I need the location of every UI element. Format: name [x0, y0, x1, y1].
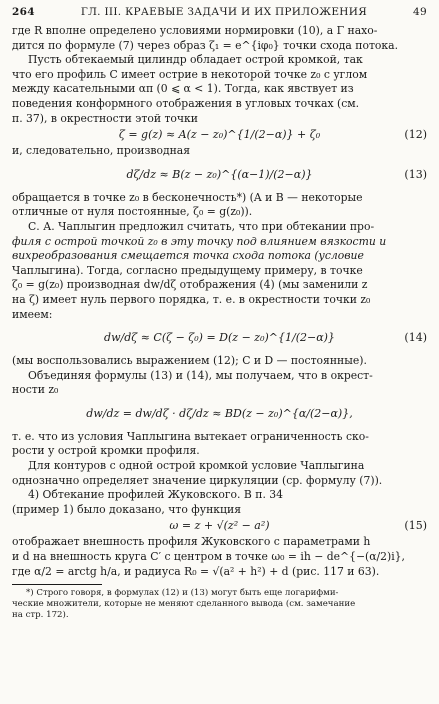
text-line: где R вполне определено условиями нормировки (10), а Γ нахо-	[12, 24, 378, 37]
text-line: дится по формуле (7) через образ ζ₁ = e^{iφ₀} точки схода потока.	[12, 38, 399, 52]
footnote-line: ческие множители, которые не меняют сделанного вывода (см. замечание	[12, 599, 356, 610]
text-line: отображает внешность профиля Жуковского с параметрами h	[12, 535, 371, 549]
equation-body: dw/dz = dw/dζ · dζ/dz ≈ BD(z − z₀)^{α/(2−α)},	[86, 406, 353, 420]
equation-12	[12, 128, 427, 142]
text-line: имеем:	[12, 307, 53, 321]
text-line: рости у острой кромки профиля.	[12, 444, 200, 458]
running-header	[12, 6, 427, 24]
text-line: отличные от нуля постоянные, ζ₀ = g(z₀)).	[12, 205, 253, 219]
text-line: Для контуров с одной острой кромкой условие Чаплыгина	[28, 459, 365, 473]
text-line: п. 37), в окрестности этой точки	[12, 111, 199, 125]
text-line: т. е. что из условия Чаплыгина вытекает ограниченность ско-	[12, 429, 369, 443]
text-line: ζ₀ = g(z₀) производная dw/dζ отображения (4) (мы заменили z	[12, 278, 368, 292]
text-line: С. А. Чаплыгин предложил считать, что при обтекании про-	[28, 219, 375, 233]
text-line: Пусть обтекаемый цилиндр обладает острой кромкой, так	[28, 53, 363, 67]
equation-combined	[12, 400, 427, 428]
text-line: поведения конформного отображения в угловых точках (см.	[12, 96, 360, 110]
text-line: ности z₀	[12, 383, 59, 397]
equation-number: (15)	[404, 519, 427, 533]
equation-body: dζ/dz ≈ B(z − z₀)^{(α−1)/(2−α)}	[126, 167, 313, 181]
running-title: ГЛ. III. КРАЕВЫЕ ЗАДАЧИ И ИХ ПРИЛОЖЕНИЯ	[80, 6, 367, 18]
text-line: однозначно определяет значение циркуляции (ср. формулу (7)).	[12, 473, 383, 487]
equation-number: (14)	[404, 331, 427, 345]
text-line: что его профиль C имеет острие в некоторой точке z₀ с углом	[12, 67, 368, 81]
footnote-line: *) Строго говоря, в формулах (12) и (13) могут быть еще логарифми-	[26, 588, 339, 599]
text-line: между касательными απ (0 ⩽ α < 1). Тогда, как явствует из	[12, 82, 354, 96]
equation-body: ζ = g(z) ≈ A(z − z₀)^{1/(2−α)} + ζ₀	[118, 128, 321, 142]
text-line: (мы воспользовались выражением (12); C и D — постоянные).	[12, 354, 367, 368]
text-line: и, следовательно, производная	[12, 144, 191, 158]
equation-13	[12, 161, 427, 189]
equation-body: dw/dζ ≈ C(ζ − ζ₀) = D(z − z₀)^{1/(2−α)}	[104, 331, 335, 345]
equation-body: ω = z + √(z² − a²)	[169, 519, 270, 533]
equation-number: (12)	[404, 128, 427, 142]
text-line: обращается в точке z₀ в бесконечность*) (A и B — некоторые	[12, 190, 363, 204]
footnote-line: на стр. 172).	[12, 610, 69, 621]
equation-14	[12, 324, 427, 352]
equation-15	[12, 519, 427, 533]
text-line: 4) Обтекание профилей Жуковского. В п. 34	[28, 488, 284, 502]
equation-number: (13)	[404, 167, 427, 181]
page-number: 264	[12, 6, 35, 18]
text-line: вихреобразования смещается точка схода потока (условие	[12, 249, 364, 263]
text-line: и d на внешность круга C′ с центром в точке ω₀ = ih − de^{−(α/2)i},	[12, 550, 405, 564]
section-number: 49	[413, 6, 427, 18]
text-line: Чаплыгина). Тогда, согласно предыдущему примеру, в точке	[12, 263, 363, 277]
text-line: где α/2 = arctg h/a, и радиуса R₀ = √(a² + h²) + d (рис. 117 и 63).	[12, 564, 380, 578]
text-line: Объединяя формулы (13) и (14), мы получаем, что в окрест-	[28, 368, 373, 382]
footnote-divider	[12, 584, 102, 585]
text-line: (пример 1) было доказано, что функция	[12, 502, 242, 516]
text-line: филя с острой точкой z₀ в эту точку под влиянием вязкости и	[12, 234, 387, 248]
text-line: на ζ) имеет нуль первого порядка, т. е. в окрестности точки z₀	[12, 292, 371, 306]
